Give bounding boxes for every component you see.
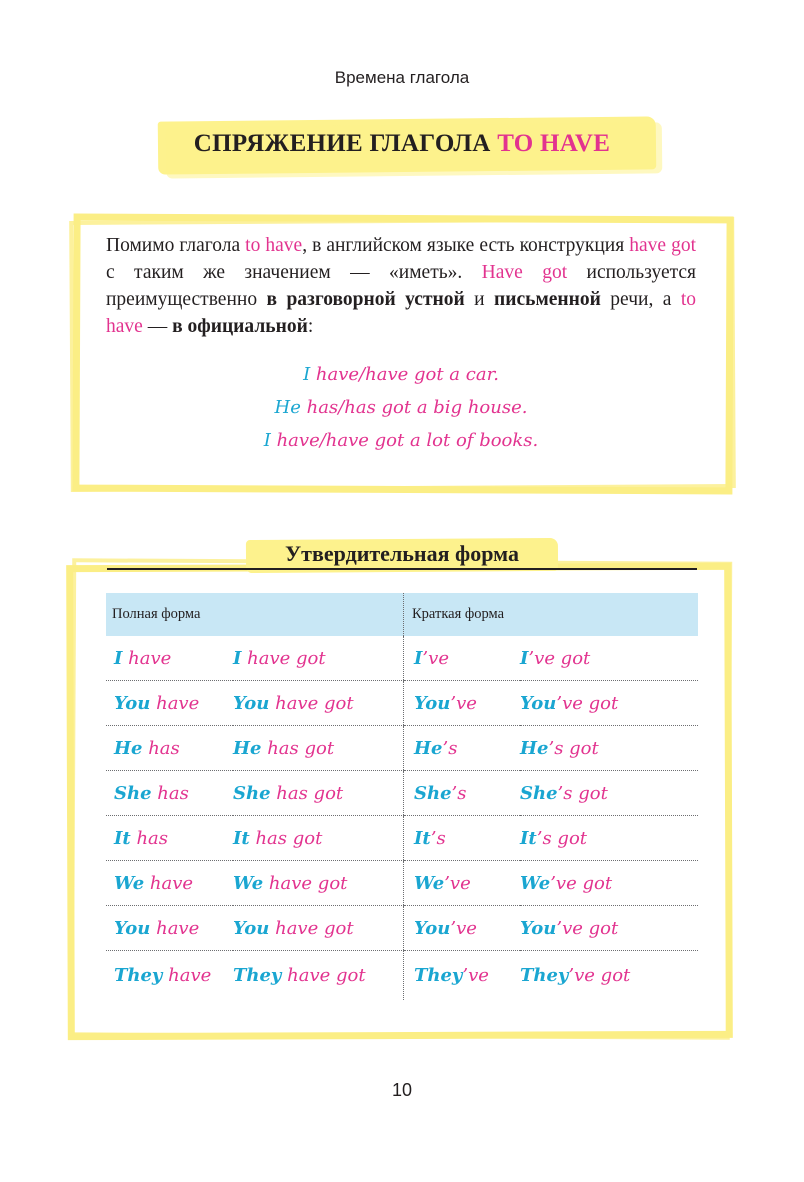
intro-text: речи, а: [600, 289, 681, 310]
verb-form: have got: [263, 872, 348, 894]
intro-term: to have: [245, 235, 303, 256]
cell-short1: [404, 861, 521, 906]
pronoun: You: [414, 917, 451, 939]
pronoun: I: [520, 647, 529, 669]
verb-form: ’ve: [450, 692, 477, 714]
example-subject: I: [303, 364, 311, 385]
verb-form: has got: [261, 737, 335, 759]
verb-form: have got: [281, 965, 366, 986]
pronoun: He: [414, 737, 443, 759]
title-main: СПРЯЖЕНИЕ ГЛАГОЛА: [193, 130, 498, 157]
verb-form: ’ve got: [556, 692, 619, 714]
verb-form: ’ve got: [568, 965, 631, 986]
verb-form: has: [130, 827, 169, 849]
verb-form: ’s: [442, 737, 458, 759]
cell-short1: [404, 816, 521, 861]
title-accent: TO HAVE: [497, 130, 611, 157]
verb-form: have got: [269, 917, 354, 939]
table-body: [106, 636, 698, 1000]
example-sentence: [106, 391, 696, 424]
pronoun: They: [520, 965, 569, 986]
verb-form: have got: [241, 647, 326, 669]
pronoun: I: [233, 647, 242, 669]
verb-form: ’ve: [444, 872, 471, 894]
section-rule: [107, 568, 697, 570]
table-row: [106, 816, 698, 861]
verb-form: ’ve: [462, 965, 489, 986]
conjugation-table: [106, 593, 698, 1000]
example-sentence: [106, 424, 696, 457]
verb-form: ’ve got: [528, 647, 591, 669]
intro-bold: в официальной: [172, 316, 308, 337]
pronoun: We: [233, 872, 264, 894]
pronoun: She: [114, 782, 152, 804]
example-rest: has/has got a big house.: [300, 397, 528, 418]
cell-short1: [404, 636, 521, 681]
pronoun: We: [414, 872, 445, 894]
verb-form: have: [162, 965, 212, 986]
pronoun: He: [114, 737, 143, 759]
cell-short1: [404, 771, 521, 816]
cell-full1: [106, 726, 233, 771]
verb-form: has got: [249, 827, 323, 849]
page-title: [0, 130, 804, 158]
intro-text: и: [464, 289, 495, 310]
pronoun: They: [233, 965, 282, 986]
intro-term: have got: [629, 235, 697, 256]
pronoun: He: [520, 737, 549, 759]
example-subject: He: [274, 397, 301, 418]
page-number: 10: [391, 1080, 413, 1100]
verb-form: ’ve got: [550, 872, 613, 894]
cell-full1: [106, 816, 233, 861]
header-short-form: Краткая форма: [404, 593, 699, 636]
section-title: Утвердительная форма: [285, 541, 519, 566]
verb-form: ’s got: [548, 737, 599, 759]
verb-form: has: [151, 782, 189, 804]
cell-full1: [106, 681, 233, 726]
cell-full2: [233, 681, 404, 726]
pronoun: I: [414, 647, 423, 669]
table-row: [106, 906, 698, 951]
example-sentence: [106, 358, 696, 391]
pronoun: It: [114, 827, 131, 849]
verb-form: have got: [269, 692, 354, 714]
pronoun: I: [114, 647, 123, 669]
cell-short2: [520, 816, 698, 861]
cell-short2: [520, 861, 698, 906]
example-subject: I: [263, 430, 271, 451]
running-header: Времена глагола: [334, 68, 470, 87]
cell-full1: [106, 636, 233, 681]
pronoun: You: [233, 917, 270, 939]
table-row: [106, 861, 698, 906]
verb-form: ’ve: [450, 917, 477, 939]
table-row: [106, 681, 698, 726]
intro-text: Помимо глагола: [106, 235, 246, 256]
table-header-row: [106, 593, 698, 636]
cell-full2: [233, 816, 404, 861]
header-full-form: Полная форма: [106, 593, 404, 636]
cell-full2: [233, 951, 404, 1001]
pronoun: You: [520, 917, 557, 939]
intro-text: , в английском языке есть конструкция: [302, 235, 630, 256]
intro-text: —: [142, 316, 173, 337]
pronoun: It: [520, 827, 537, 849]
pronoun: They: [414, 965, 463, 986]
table-row: [106, 726, 698, 771]
cell-short2: [520, 906, 698, 951]
cell-full2: [233, 906, 404, 951]
intro-text: :: [307, 316, 314, 337]
cell-short1: [404, 681, 521, 726]
cell-full2: [233, 726, 404, 771]
intro-bold: письменной: [494, 289, 601, 310]
cell-full1: [106, 771, 233, 816]
verb-form: ’s: [451, 782, 467, 804]
pronoun: She: [414, 782, 452, 804]
verb-form: have: [150, 692, 200, 714]
verb-form: have: [144, 872, 194, 894]
cell-full1: [106, 951, 233, 1001]
pronoun: It: [233, 827, 250, 849]
pronoun: We: [114, 872, 145, 894]
cell-short1: [404, 726, 521, 771]
pronoun: You: [414, 692, 451, 714]
cell-short2: [520, 726, 698, 771]
intro-text: используется преимущественно: [106, 262, 696, 310]
intro-paragraph: [106, 232, 696, 340]
pronoun: You: [114, 692, 151, 714]
pronoun: You: [520, 692, 557, 714]
verb-form: ’s: [430, 827, 446, 849]
cell-full1: [106, 861, 233, 906]
verb-form: ’s got: [557, 782, 608, 804]
cell-short2: [520, 636, 698, 681]
pronoun: You: [233, 692, 270, 714]
cell-short2: [520, 681, 698, 726]
verb-form: have: [122, 647, 172, 669]
example-sentences: [106, 358, 696, 457]
cell-full1: [106, 906, 233, 951]
verb-form: have: [150, 917, 200, 939]
verb-form: ’ve got: [556, 917, 619, 939]
verb-form: ’ve: [422, 647, 449, 669]
pronoun: She: [520, 782, 558, 804]
cell-short2: [520, 951, 698, 1001]
example-rest: have/have got a lot of books.: [270, 430, 539, 451]
intro-text: с таким же значением — «иметь».: [106, 262, 482, 283]
pronoun: He: [233, 737, 262, 759]
pronoun: They: [114, 965, 163, 986]
cell-full2: [233, 861, 404, 906]
cell-short1: [404, 906, 521, 951]
cell-full2: [233, 771, 404, 816]
intro-bold: в разговорной устной: [266, 289, 465, 310]
table-row: [106, 771, 698, 816]
pronoun: It: [414, 827, 431, 849]
cell-short2: [520, 771, 698, 816]
intro-term: to have: [106, 289, 696, 337]
verb-form: ’s got: [536, 827, 588, 849]
pronoun: You: [114, 917, 151, 939]
cell-full2: [233, 636, 404, 681]
example-rest: have/have got a car.: [310, 364, 499, 385]
table-row: [106, 951, 698, 1001]
cell-short1: [404, 951, 521, 1001]
pronoun: She: [233, 782, 271, 804]
verb-form: has got: [270, 782, 344, 804]
intro-term: Have got: [481, 262, 568, 283]
verb-form: has: [142, 737, 180, 759]
table-row: [106, 636, 698, 681]
pronoun: We: [520, 872, 551, 894]
